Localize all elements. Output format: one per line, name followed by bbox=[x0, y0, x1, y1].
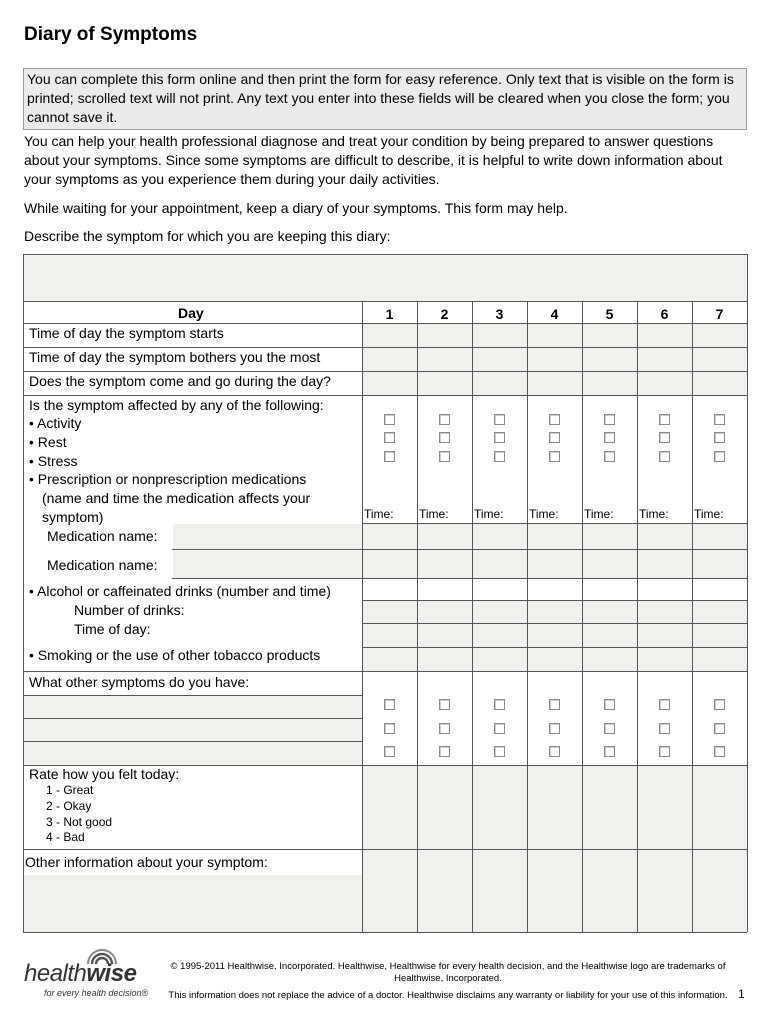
time-bothers-day-3-field[interactable] bbox=[473, 348, 527, 371]
affected-checkbox-day-3-1[interactable] bbox=[494, 414, 505, 425]
drinks-time-day-3[interactable] bbox=[473, 624, 527, 647]
affected-checkbox-day-6-1[interactable] bbox=[659, 414, 670, 425]
table-rule bbox=[23, 254, 24, 932]
table-rule bbox=[23, 671, 747, 672]
medication-name-field-2[interactable] bbox=[173, 551, 362, 578]
smoking-label: • Smoking or the use of other tobacco products bbox=[29, 647, 321, 663]
come-and-go-day-6-field[interactable] bbox=[638, 372, 692, 395]
rating-day-1[interactable] bbox=[363, 766, 417, 849]
come-and-go-day-5-field[interactable] bbox=[583, 372, 637, 395]
time-label-day-3: Time: bbox=[474, 507, 504, 521]
affected-stress: • Stress bbox=[29, 453, 78, 469]
other-symptom-checkbox-day-3-3[interactable] bbox=[494, 746, 505, 757]
affected-checkbox-day-2-3[interactable] bbox=[439, 451, 450, 462]
drinks-time-day-2[interactable] bbox=[418, 624, 472, 647]
day-number-5: 5 bbox=[605, 306, 614, 322]
affected-meds-note: (name and time the medication affects your bbox=[42, 490, 311, 506]
medication-time-day-1-a[interactable] bbox=[363, 524, 417, 549]
time-starts-day-7-field[interactable] bbox=[693, 324, 747, 347]
affected-checkbox-day-2-2[interactable] bbox=[439, 432, 450, 443]
other-symptom-checkbox-day-2-3[interactable] bbox=[439, 746, 450, 757]
describe-prompt: Describe the symptom for which you are keeping this diary: bbox=[24, 228, 391, 244]
affected-checkbox-day-5-2[interactable] bbox=[604, 432, 615, 443]
affected-checkbox-day-4-2[interactable] bbox=[549, 432, 560, 443]
smoking-day-5[interactable] bbox=[583, 648, 637, 671]
come-and-go-label: Does the symptom come and go during the day? bbox=[29, 373, 331, 389]
drinks-count-day-2[interactable] bbox=[418, 601, 472, 623]
time-bothers-day-1-field[interactable] bbox=[363, 348, 417, 371]
medication-time-day-4-b[interactable] bbox=[528, 550, 582, 578]
other-symptom-checkbox-day-6-3[interactable] bbox=[659, 746, 670, 757]
rate-option-1: 1 - Great bbox=[46, 783, 94, 797]
rating-day-4[interactable] bbox=[528, 766, 582, 849]
table-rule bbox=[23, 932, 747, 933]
disclaimer: This information does not replace the advice of a doctor. Healthwise disclaims any warranty or liability for your use of this information. bbox=[168, 990, 728, 1001]
other-info-day-4[interactable] bbox=[528, 850, 582, 932]
time-label-day-2: Time: bbox=[419, 507, 449, 521]
affected-checkbox-day-2-1[interactable] bbox=[439, 414, 450, 425]
day-number-2: 2 bbox=[440, 306, 449, 322]
affected-checkbox-day-3-3[interactable] bbox=[494, 451, 505, 462]
affected-checkbox-day-6-3[interactable] bbox=[659, 451, 670, 462]
table-rule bbox=[23, 301, 747, 302]
medication-time-day-6-b[interactable] bbox=[638, 550, 692, 578]
affected-checkbox-day-4-1[interactable] bbox=[549, 414, 560, 425]
logo-tagline: for every health decision® bbox=[44, 988, 149, 998]
affected-checkbox-day-1-3[interactable] bbox=[384, 451, 395, 462]
drinks-count-day-3[interactable] bbox=[473, 601, 527, 623]
medication-name-label-2: Medication name: bbox=[47, 557, 158, 573]
time-bothers-day-7-field[interactable] bbox=[693, 348, 747, 371]
other-symptom-checkbox-day-7-3[interactable] bbox=[714, 746, 725, 757]
day-header: Day bbox=[178, 305, 204, 321]
other-symptom-checkbox-day-2-2[interactable] bbox=[439, 723, 450, 734]
medication-time-day-2-a[interactable] bbox=[418, 524, 472, 549]
other-symptom-checkbox-day-1-3[interactable] bbox=[384, 746, 395, 757]
waiting-paragraph: While waiting for your appointment, keep a diary of your symptoms. This form may help. bbox=[24, 200, 568, 216]
other-symptom-checkbox-day-2-1[interactable] bbox=[439, 699, 450, 710]
affected-checkbox-day-5-3[interactable] bbox=[604, 451, 615, 462]
day-number-1: 1 bbox=[385, 306, 394, 322]
drinks-count-day-6[interactable] bbox=[638, 601, 692, 623]
affected-checkbox-day-1-1[interactable] bbox=[384, 414, 395, 425]
drinks-count-day-5[interactable] bbox=[583, 601, 637, 623]
other-symptom-checkbox-day-5-3[interactable] bbox=[604, 746, 615, 757]
time-bothers-day-6-field[interactable] bbox=[638, 348, 692, 371]
rate-title: Rate how you felt today: bbox=[29, 766, 180, 782]
medication-time-day-5-b[interactable] bbox=[583, 550, 637, 578]
time-label-day-6: Time: bbox=[639, 507, 669, 521]
affected-checkbox-day-7-3[interactable] bbox=[714, 451, 725, 462]
rate-option-4: 4 - Bad bbox=[46, 830, 85, 844]
drinks-count-day-4[interactable] bbox=[528, 601, 582, 623]
number-of-drinks-label: Number of drinks: bbox=[74, 602, 185, 618]
day-column-rule bbox=[747, 301, 748, 932]
time-starts-day-2-field[interactable] bbox=[418, 324, 472, 347]
other-symptom-checkbox-day-3-1[interactable] bbox=[494, 699, 505, 710]
smoking-day-1[interactable] bbox=[363, 648, 417, 671]
rating-day-7[interactable] bbox=[693, 766, 747, 849]
medication-name-field-1[interactable] bbox=[173, 524, 362, 549]
other-symptom-checkbox-day-5-2[interactable] bbox=[604, 723, 615, 734]
other-symptom-field-1[interactable] bbox=[24, 696, 362, 718]
time-starts-day-6-field[interactable] bbox=[638, 324, 692, 347]
drinks-count-day-1[interactable] bbox=[363, 601, 417, 623]
other-symptom-checkbox-day-4-1[interactable] bbox=[549, 699, 560, 710]
come-and-go-day-7-field[interactable] bbox=[693, 372, 747, 395]
other-info-day-5[interactable] bbox=[583, 850, 637, 932]
table-rule bbox=[172, 549, 362, 550]
other-info-day-7[interactable] bbox=[693, 850, 747, 932]
time-bothers-label: Time of day the symptom bothers you the most bbox=[29, 349, 321, 365]
other-symptom-checkbox-day-3-2[interactable] bbox=[494, 723, 505, 734]
medication-time-day-3-b[interactable] bbox=[473, 550, 527, 578]
medication-name-label-1: Medication name: bbox=[47, 528, 158, 544]
intro-paragraph: You can help your health professional diagnose and treat your condition by being prepared to answer questions about your symptoms. Since some symptoms are difficult to describe, it is helpful to write down information about your symptoms as you experience them during your daily activities. bbox=[24, 133, 723, 187]
page-number: 1 bbox=[738, 987, 745, 1001]
rate-option-3: 3 - Not good bbox=[46, 815, 113, 829]
medication-time-day-3-a[interactable] bbox=[473, 524, 527, 549]
day-number-4: 4 bbox=[550, 306, 559, 322]
medication-time-day-1-b[interactable] bbox=[363, 550, 417, 578]
other-info-day-1[interactable] bbox=[363, 850, 417, 932]
rating-day-6[interactable] bbox=[638, 766, 692, 849]
drinks-time-day-5[interactable] bbox=[583, 624, 637, 647]
smoking-day-7[interactable] bbox=[693, 648, 747, 671]
come-and-go-day-4-field[interactable] bbox=[528, 372, 582, 395]
online-form-notice: You can complete this form online and then print the form for easy reference. Only text that is visible on the form is printed; scrolled text will not print. Any text you enter into these fields will be cleared when you close the form; you cannot save it. bbox=[23, 68, 747, 130]
medication-time-day-7-a[interactable] bbox=[693, 524, 747, 549]
affected-checkbox-day-5-1[interactable] bbox=[604, 414, 615, 425]
other-symptom-checkbox-day-7-1[interactable] bbox=[714, 699, 725, 710]
symptom-description-field[interactable] bbox=[24, 255, 747, 301]
copyright-notice: © 1995-2011 Healthwise, Incorporated. Healthwise, Healthwise for every health decision, and the Healthwise logo are trademarks of Healthwise, Incorporated. bbox=[170, 961, 726, 984]
time-bothers-day-2-field[interactable] bbox=[418, 348, 472, 371]
rate-option-2: 2 - Okay bbox=[46, 799, 92, 813]
smoking-day-4[interactable] bbox=[528, 648, 582, 671]
time-starts-day-3-field[interactable] bbox=[473, 324, 527, 347]
day-number-3: 3 bbox=[495, 306, 504, 322]
other-symptom-checkbox-day-5-1[interactable] bbox=[604, 699, 615, 710]
other-symptoms-label: What other symptoms do you have: bbox=[29, 674, 250, 690]
drinks-time-day-1[interactable] bbox=[363, 624, 417, 647]
come-and-go-day-1-field[interactable] bbox=[363, 372, 417, 395]
come-and-go-day-3-field[interactable] bbox=[473, 372, 527, 395]
other-symptom-checkbox-day-6-2[interactable] bbox=[659, 723, 670, 734]
time-starts-day-5-field[interactable] bbox=[583, 324, 637, 347]
other-info-day-6[interactable] bbox=[638, 850, 692, 932]
medication-time-day-4-a[interactable] bbox=[528, 524, 582, 549]
other-symptom-checkbox-day-1-1[interactable] bbox=[384, 699, 395, 710]
affected-checkbox-day-4-3[interactable] bbox=[549, 451, 560, 462]
time-bothers-day-4-field[interactable] bbox=[528, 348, 582, 371]
medication-time-day-7-b[interactable] bbox=[693, 550, 747, 578]
other-symptom-checkbox-day-7-2[interactable] bbox=[714, 723, 725, 734]
time-of-day-label: Time of day: bbox=[74, 621, 151, 637]
time-label-day-4: Time: bbox=[529, 507, 559, 521]
drinks-time-day-7[interactable] bbox=[693, 624, 747, 647]
smoking-day-2[interactable] bbox=[418, 648, 472, 671]
time-starts-label: Time of day the symptom starts bbox=[29, 325, 224, 341]
smoking-day-6[interactable] bbox=[638, 648, 692, 671]
affected-meds: • Prescription or nonprescription medications bbox=[29, 471, 307, 487]
affected-rest: • Rest bbox=[29, 434, 67, 450]
time-label-day-5: Time: bbox=[584, 507, 614, 521]
other-info-day-3[interactable] bbox=[473, 850, 527, 932]
rating-day-5[interactable] bbox=[583, 766, 637, 849]
other-info-label: Other information about your symptom: bbox=[25, 854, 268, 870]
page-title: Diary of Symptoms bbox=[24, 24, 198, 45]
affected-activity: • Activity bbox=[29, 415, 82, 431]
other-symptom-checkbox-day-1-2[interactable] bbox=[384, 723, 395, 734]
alcohol-label: • Alcohol or caffeinated drinks (number and time) bbox=[29, 583, 331, 599]
time-label-day-7: Time: bbox=[694, 507, 724, 521]
rating-day-3[interactable] bbox=[473, 766, 527, 849]
drinks-time-day-4[interactable] bbox=[528, 624, 582, 647]
day-number-6: 6 bbox=[660, 306, 669, 322]
come-and-go-day-2-field[interactable] bbox=[418, 372, 472, 395]
other-symptom-field-3[interactable] bbox=[24, 742, 362, 765]
logo-text-b: wise bbox=[86, 960, 137, 987]
drinks-time-day-6[interactable] bbox=[638, 624, 692, 647]
drinks-count-day-7[interactable] bbox=[693, 601, 747, 623]
table-rule bbox=[172, 578, 747, 579]
time-starts-day-1-field[interactable] bbox=[363, 324, 417, 347]
time-bothers-day-5-field[interactable] bbox=[583, 348, 637, 371]
other-info-day-2[interactable] bbox=[418, 850, 472, 932]
medication-time-day-5-a[interactable] bbox=[583, 524, 637, 549]
affected-checkbox-day-3-2[interactable] bbox=[494, 432, 505, 443]
table-rule bbox=[23, 254, 747, 255]
table-rule bbox=[23, 395, 747, 396]
smoking-day-3[interactable] bbox=[473, 648, 527, 671]
other-symptom-checkbox-day-4-2[interactable] bbox=[549, 723, 560, 734]
affected-checkbox-day-7-1[interactable] bbox=[714, 414, 725, 425]
medication-time-day-2-b[interactable] bbox=[418, 550, 472, 578]
affected-meds-note-end: symptom) bbox=[42, 509, 104, 525]
rating-day-2[interactable] bbox=[418, 766, 472, 849]
healthwise-logo bbox=[24, 960, 136, 988]
affected-checkbox-day-1-2[interactable] bbox=[384, 432, 395, 443]
time-starts-day-4-field[interactable] bbox=[528, 324, 582, 347]
affected-checkbox-day-6-2[interactable] bbox=[659, 432, 670, 443]
day-number-7: 7 bbox=[715, 306, 724, 322]
affected-checkbox-day-7-2[interactable] bbox=[714, 432, 725, 443]
other-symptom-checkbox-day-6-1[interactable] bbox=[659, 699, 670, 710]
time-label-day-1: Time: bbox=[364, 507, 394, 521]
other-info-field[interactable] bbox=[24, 875, 362, 932]
medication-time-day-6-a[interactable] bbox=[638, 524, 692, 549]
other-symptom-checkbox-day-4-3[interactable] bbox=[549, 746, 560, 757]
other-symptom-field-2[interactable] bbox=[24, 719, 362, 741]
logo-text-a: health bbox=[24, 960, 87, 987]
affected-title: Is the symptom affected by any of the following: bbox=[29, 397, 324, 413]
